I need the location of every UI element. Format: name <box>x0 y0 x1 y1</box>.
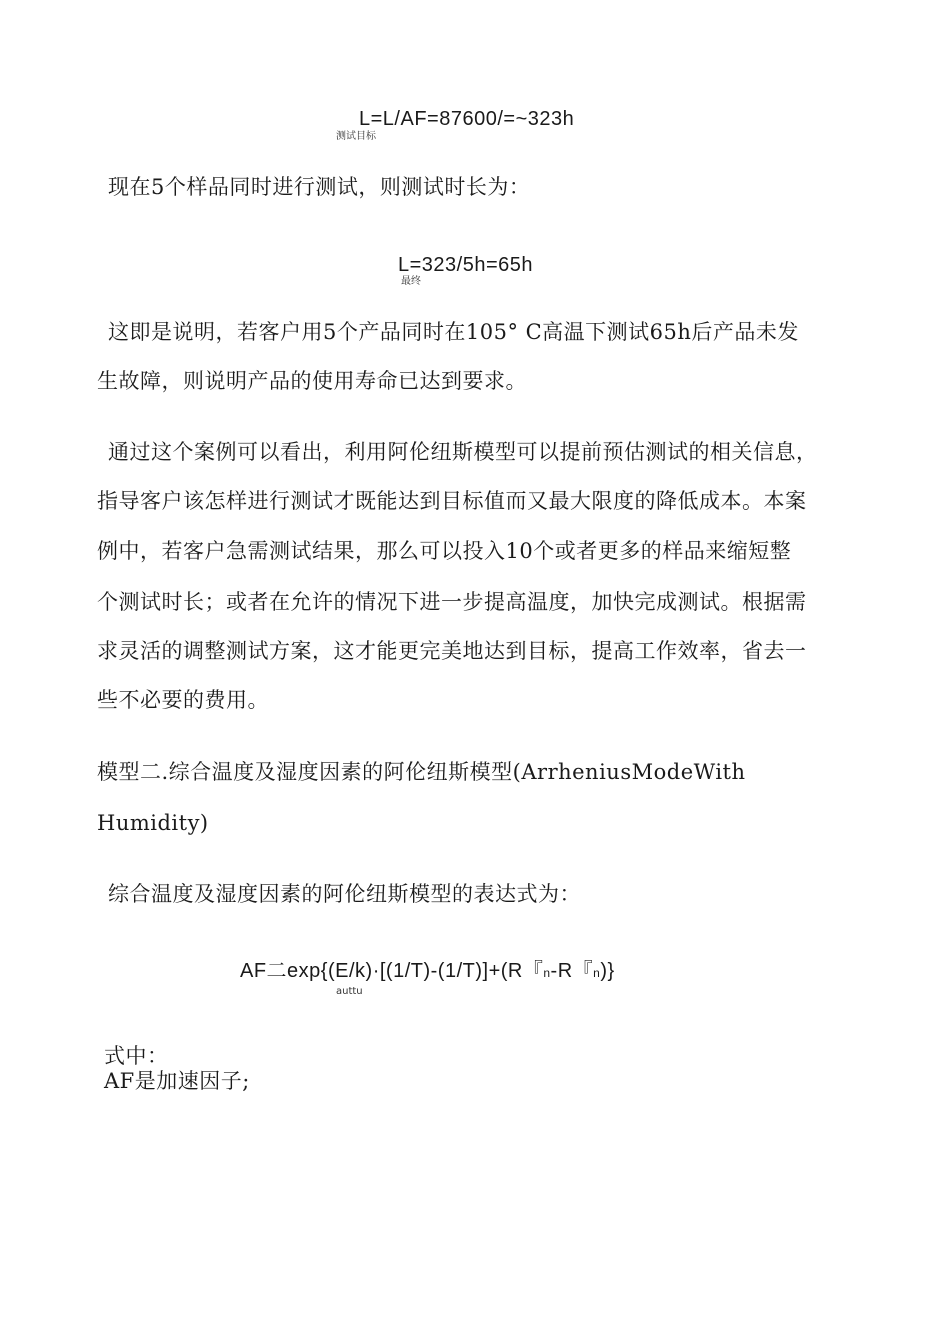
section-heading-model-two-line-2: Humidity) <box>97 811 209 835</box>
formula-af-prefix: AF二exp{(E/k)·[(1/T)-(1/T)]+(R <box>240 960 523 982</box>
paragraph-explanation-line-2: 生故障，则说明产品的使用寿命已达到要求。 <box>97 369 527 393</box>
paragraph-case-summary-line-6: 些不必要的费用。 <box>97 688 269 712</box>
paragraph-case-summary-line-4: 个测试时长；或者在允许的情况下进一步提高温度，加快完成测试。根据需 <box>97 590 807 614</box>
formula-af-mark-1: 『 <box>522 960 544 982</box>
formula-acceleration-factor <box>240 961 615 981</box>
formula-af-sub-1: n <box>543 966 551 980</box>
formula-af-mid: -R <box>550 960 573 982</box>
paragraph-case-summary-line-1: 通过这个案例可以看出，利用阿伦纽斯模型可以提前预估测试的相关信息， <box>108 440 818 464</box>
paragraph-explanation-line-1: 这即是说明，若客户用5个产品同时在105° C高温下测试65h后产品未发 <box>108 320 799 344</box>
formula-af-mark-2: 『 <box>572 960 594 982</box>
formula-final-subscript: 最终 <box>401 276 421 287</box>
formula-final-duration: L=323/5h=65h <box>398 254 534 276</box>
paragraph-sample-count: 现在5个样品同时进行测试，则测试时长为： <box>108 175 531 199</box>
formula-test-target-subscript: 测试目标 <box>336 131 376 142</box>
formula-test-target-life: L=L/AF=87600/=~323h <box>359 108 575 130</box>
formula-af-sub-2: n <box>593 966 601 980</box>
af-definition: AF是加速因子; <box>104 1069 250 1093</box>
formula-af-suffix: )} <box>600 960 615 982</box>
paragraph-expression-intro: 综合温度及湿度因素的阿伦纽斯模型的表达式为： <box>108 882 581 906</box>
paragraph-case-summary-line-3: 例中，若客户急需测试结果，那么可以投入10个或者更多的样品来缩短整 <box>97 539 792 563</box>
paragraph-case-summary-line-2: 指导客户该怎样进行测试才既能达到目标值而又最大限度的降低成本。本案 <box>97 489 807 513</box>
where-label: 式中： <box>104 1044 169 1068</box>
paragraph-case-summary-line-5: 求灵活的调整测试方案，这才能更完美地达到目标，提高工作效率，省去一 <box>97 639 807 663</box>
formula-af-subscript: auttu <box>336 986 363 997</box>
section-heading-model-two-line-1: 模型二.综合温度及湿度因素的阿伦纽斯模型(ArrheniusModeWith <box>97 760 746 784</box>
